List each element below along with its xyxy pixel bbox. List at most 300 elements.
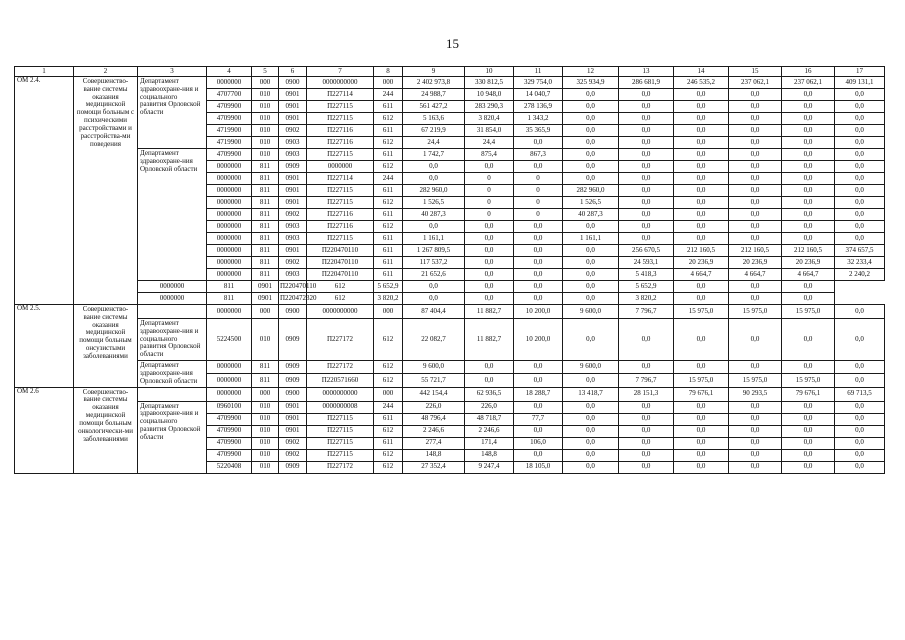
amount-cell: 0,0 xyxy=(514,401,563,413)
amount-cell: 0,0 xyxy=(782,197,835,209)
amount-cell: 0,0 xyxy=(729,319,782,361)
budget-code-cell: 0902 xyxy=(279,209,307,221)
budget-code-cell: 0000000 xyxy=(207,173,252,185)
amount-cell: 0,0 xyxy=(674,197,729,209)
amount-cell: 0,0 xyxy=(782,413,835,425)
amount-cell: 0,0 xyxy=(729,149,782,161)
amount-cell: 0,0 xyxy=(674,401,729,413)
budget-code-cell: 0000000 xyxy=(207,305,252,319)
column-number: 4 xyxy=(207,67,252,77)
amount-cell: 0,0 xyxy=(465,245,514,257)
executor-cell: Департамент здравоохране-ния и социального развития Орловской области xyxy=(138,401,207,473)
amount-cell: 11 882,7 xyxy=(465,319,514,361)
amount-cell: 0,0 xyxy=(674,185,729,197)
budget-code-cell: 0000000 xyxy=(207,361,252,374)
amount-cell: 18 105,0 xyxy=(514,461,563,473)
budget-code-cell: 0000000 xyxy=(207,161,252,173)
amount-cell: 0,0 xyxy=(782,221,835,233)
budget-code-cell: 0900 xyxy=(279,387,307,401)
amount-cell: 0,0 xyxy=(835,319,885,361)
budget-code-cell: 0900 xyxy=(279,77,307,89)
amount-cell: 48 796,4 xyxy=(403,413,465,425)
column-number: 14 xyxy=(674,67,729,77)
budget-code-cell: 811 xyxy=(207,281,252,293)
budget-code-cell: 611 xyxy=(374,233,403,245)
column-number: 11 xyxy=(514,67,563,77)
budget-code-cell: 0902 xyxy=(279,125,307,137)
amount-cell: 246 535,2 xyxy=(674,77,729,89)
budget-code-cell: П227172 xyxy=(307,319,374,361)
budget-code-cell: 000 xyxy=(252,387,279,401)
budget-code-cell: 612 xyxy=(307,293,374,305)
measure-name: Совершенство-вание системы оказания медицинской помощи больным с психическими расстройствами и расстройства-ми поведения xyxy=(74,77,138,305)
column-number: 17 xyxy=(835,67,885,77)
budget-code-cell: 0909 xyxy=(279,374,307,387)
amount-cell: 0,0 xyxy=(782,401,835,413)
budget-code-cell: 811 xyxy=(252,269,279,281)
amount-cell: 35 365,9 xyxy=(514,125,563,137)
amount-cell: 0,0 xyxy=(782,293,835,305)
amount-cell: 0,0 xyxy=(514,233,563,245)
budget-code-cell: П220470110 xyxy=(307,269,374,281)
budget-code-cell: 612 xyxy=(374,137,403,149)
budget-code-cell: 811 xyxy=(252,173,279,185)
amount-cell: 0,0 xyxy=(835,101,885,113)
column-number: 15 xyxy=(729,67,782,77)
amount-cell: 0,0 xyxy=(619,197,674,209)
amount-cell: 212 160,5 xyxy=(674,245,729,257)
amount-cell: 0,0 xyxy=(514,449,563,461)
amount-cell: 0,0 xyxy=(729,101,782,113)
amount-cell: 0,0 xyxy=(619,149,674,161)
amount-cell: 7 796,7 xyxy=(619,305,674,319)
column-number: 12 xyxy=(563,67,619,77)
budget-code-cell: 0000000 xyxy=(207,257,252,269)
amount-cell: 24,4 xyxy=(403,137,465,149)
budget-code-cell: 5224500 xyxy=(207,319,252,361)
amount-cell: 0,0 xyxy=(563,89,619,101)
amount-cell: 48 718,7 xyxy=(465,413,514,425)
amount-cell: 0,0 xyxy=(835,413,885,425)
amount-cell: 0,0 xyxy=(782,185,835,197)
budget-code-cell: 0900 xyxy=(279,305,307,319)
budget-code-cell: 0000000 xyxy=(207,197,252,209)
budget-code-cell: 0901 xyxy=(279,197,307,209)
amount-cell: 0,0 xyxy=(674,361,729,374)
table-row xyxy=(15,401,885,413)
amount-cell: 0,0 xyxy=(563,173,619,185)
amount-cell: 0,0 xyxy=(619,221,674,233)
amount-cell: 0,0 xyxy=(619,425,674,437)
measure-name: Совершенство-вание системы оказания медицинской помощи больным онкологически-ми заболеваниями xyxy=(74,387,138,473)
budget-code-cell: 0000000 xyxy=(207,221,252,233)
budget-code-cell: П227172 xyxy=(307,361,374,374)
amount-cell: 0,0 xyxy=(729,161,782,173)
amount-cell: 28 151,3 xyxy=(619,387,674,401)
amount-cell: 0,0 xyxy=(563,257,619,269)
amount-cell: 0,0 xyxy=(835,173,885,185)
amount-cell: 0,0 xyxy=(729,197,782,209)
budget-code-cell: 010 xyxy=(252,319,279,361)
amount-cell: 9 600,0 xyxy=(403,361,465,374)
amount-cell: 4 664,7 xyxy=(674,269,729,281)
amount-cell: 32 233,4 xyxy=(835,257,885,269)
amount-cell: 20 236,9 xyxy=(674,257,729,269)
column-number: 5 xyxy=(252,67,279,77)
budget-code-cell: 010 xyxy=(252,113,279,125)
budget-code-cell: 0909 xyxy=(279,361,307,374)
budget-code-cell: П227172 xyxy=(307,461,374,473)
amount-cell: 0,0 xyxy=(835,197,885,209)
amount-cell: 0,0 xyxy=(729,185,782,197)
amount-cell: 0,0 xyxy=(782,425,835,437)
budget-code-cell: 612 xyxy=(374,361,403,374)
column-number: 8 xyxy=(374,67,403,77)
amount-cell: 31 854,0 xyxy=(465,125,514,137)
amount-cell: 0,0 xyxy=(514,361,563,374)
amount-cell: 0,0 xyxy=(619,319,674,361)
budget-code-cell: 611 xyxy=(374,257,403,269)
executor-cell: Департамент здравоохране-ния Орловской области xyxy=(138,361,207,387)
amount-cell: 0,0 xyxy=(782,319,835,361)
amount-cell: 0,0 xyxy=(514,425,563,437)
budget-code-cell: 0903 xyxy=(279,149,307,161)
amount-cell: 0 xyxy=(514,197,563,209)
budget-code-cell: 612 xyxy=(374,113,403,125)
amount-cell: 0,0 xyxy=(729,361,782,374)
amount-cell: 13 418,7 xyxy=(563,387,619,401)
amount-cell: 0,0 xyxy=(563,113,619,125)
amount-cell: 3 820,2 xyxy=(374,293,403,305)
amount-cell: 282 960,0 xyxy=(403,185,465,197)
amount-cell: 2 246,6 xyxy=(465,425,514,437)
budget-code-cell: 0902 xyxy=(279,449,307,461)
amount-cell: 0,0 xyxy=(674,293,729,305)
amount-cell: 24 593,1 xyxy=(619,257,674,269)
budget-code-cell: 000 xyxy=(374,305,403,319)
amount-cell: 0,0 xyxy=(619,161,674,173)
amount-cell: 0,0 xyxy=(674,101,729,113)
budget-code-cell: 4707700 xyxy=(207,89,252,101)
budget-code-cell: 4709900 xyxy=(207,449,252,461)
budget-code-cell: 010 xyxy=(252,461,279,473)
budget-code-cell: 811 xyxy=(252,197,279,209)
amount-cell: 226,0 xyxy=(403,401,465,413)
amount-cell: 0,0 xyxy=(835,125,885,137)
amount-cell: 15 975,0 xyxy=(729,374,782,387)
budget-code-cell: 0902 xyxy=(279,437,307,449)
amount-cell: 0,0 xyxy=(835,305,885,319)
amount-cell: 0,0 xyxy=(563,281,619,293)
budget-code-cell: 0000000 xyxy=(307,161,374,173)
budget-code-cell: 612 xyxy=(374,449,403,461)
amount-cell: 0,0 xyxy=(619,413,674,425)
amount-cell: 0,0 xyxy=(619,113,674,125)
amount-cell: 0,0 xyxy=(835,185,885,197)
column-number: 1 xyxy=(15,67,74,77)
budget-code-cell: 811 xyxy=(252,361,279,374)
amount-cell: 0 xyxy=(465,209,514,221)
amount-cell: 0,0 xyxy=(729,437,782,449)
amount-cell: 0,0 xyxy=(514,245,563,257)
amount-cell: 0,0 xyxy=(782,125,835,137)
executor-cell: Департамент здравоохране-ния Орловской области xyxy=(138,149,207,281)
budget-code-cell: 611 xyxy=(374,125,403,137)
budget-code-cell: 4709900 xyxy=(207,437,252,449)
amount-cell: 561 427,2 xyxy=(403,101,465,113)
column-number: 7 xyxy=(307,67,374,77)
budget-code-cell: 0901 xyxy=(279,113,307,125)
amount-cell: 5 418,3 xyxy=(619,269,674,281)
amount-cell: 15 975,0 xyxy=(729,305,782,319)
amount-cell: 0,0 xyxy=(674,149,729,161)
amount-cell: 0,0 xyxy=(782,161,835,173)
amount-cell: 0,0 xyxy=(619,233,674,245)
amount-cell: 24 988,7 xyxy=(403,89,465,101)
budget-code-cell: 5220408 xyxy=(207,461,252,473)
budget-code-cell: 010 xyxy=(252,89,279,101)
amount-cell: 0,0 xyxy=(465,374,514,387)
budget-code-cell: 612 xyxy=(374,461,403,473)
amount-cell: 374 657,5 xyxy=(835,245,885,257)
budget-code-cell: 0909 xyxy=(279,461,307,473)
amount-cell: 0,0 xyxy=(782,173,835,185)
amount-cell: 0,0 xyxy=(563,319,619,361)
budget-code-cell: 0901 xyxy=(279,425,307,437)
amount-cell: 0,0 xyxy=(465,269,514,281)
budget-code-cell: 0000000 xyxy=(207,269,252,281)
budget-code-cell: П227115 xyxy=(307,185,374,197)
budget-code-cell: П227116 xyxy=(307,209,374,221)
table-row xyxy=(15,305,885,319)
budget-code-cell: 0902 xyxy=(279,257,307,269)
amount-cell: 277,4 xyxy=(403,437,465,449)
budget-code-cell: П227116 xyxy=(307,137,374,149)
budget-code-cell: 811 xyxy=(252,161,279,173)
amount-cell: 24,4 xyxy=(465,137,514,149)
budget-code-cell: 0000000 xyxy=(138,281,207,293)
amount-cell: 0 xyxy=(465,173,514,185)
budget-code-cell: 244 xyxy=(374,401,403,413)
amount-cell: 15 975,0 xyxy=(674,374,729,387)
amount-cell: 10 200,0 xyxy=(514,305,563,319)
budget-code-cell: 611 xyxy=(374,269,403,281)
amount-cell: 286 681,9 xyxy=(619,77,674,89)
amount-cell: 22 082,7 xyxy=(403,319,465,361)
budget-code-cell: 0903 xyxy=(279,221,307,233)
budget-code-cell: 0960100 xyxy=(207,401,252,413)
amount-cell: 0,0 xyxy=(835,361,885,374)
amount-cell: 0,0 xyxy=(514,269,563,281)
amount-cell: 0,0 xyxy=(674,137,729,149)
budget-code-cell: 612 xyxy=(374,197,403,209)
amount-cell: 20 236,9 xyxy=(782,257,835,269)
budget-code-cell: 0903 xyxy=(279,269,307,281)
amount-cell: 77,7 xyxy=(514,413,563,425)
amount-cell: 0,0 xyxy=(465,281,514,293)
budget-code-cell: 0901 xyxy=(252,281,279,293)
budget-code-cell: 000 xyxy=(374,77,403,89)
budget-code-cell: 0901 xyxy=(279,89,307,101)
amount-cell: 0,0 xyxy=(729,449,782,461)
budget-code-cell: 0903 xyxy=(279,137,307,149)
budget-code-cell: 811 xyxy=(252,185,279,197)
budget-code-cell: П227115 xyxy=(307,437,374,449)
amount-cell: 0,0 xyxy=(563,161,619,173)
budget-code-cell: 0000000 xyxy=(207,77,252,89)
amount-cell: 0,0 xyxy=(403,293,465,305)
amount-cell: 0,0 xyxy=(674,221,729,233)
budget-code-cell: 0000000 xyxy=(207,233,252,245)
budget-code-cell: 0000000000 xyxy=(307,387,374,401)
amount-cell: 0,0 xyxy=(674,113,729,125)
budget-code-cell: 611 xyxy=(374,437,403,449)
amount-cell: 0,0 xyxy=(619,185,674,197)
budget-code-cell: 244 xyxy=(374,173,403,185)
amount-cell: 329 754,0 xyxy=(514,77,563,89)
budget-code-cell: 0000000 xyxy=(207,374,252,387)
amount-cell: 0,0 xyxy=(729,413,782,425)
amount-cell: 9 600,0 xyxy=(563,305,619,319)
amount-cell: 0,0 xyxy=(403,173,465,185)
amount-cell: 148,8 xyxy=(403,449,465,461)
amount-cell: 0,0 xyxy=(514,221,563,233)
budget-code-cell: П220571660 xyxy=(307,374,374,387)
amount-cell: 0,0 xyxy=(563,437,619,449)
amount-cell: 0,0 xyxy=(465,233,514,245)
amount-cell: 1 526,5 xyxy=(563,197,619,209)
column-number: 13 xyxy=(619,67,674,77)
amount-cell: 2 246,6 xyxy=(403,425,465,437)
page-number: 15 xyxy=(446,36,459,51)
amount-cell: 171,4 xyxy=(465,437,514,449)
amount-cell: 0,0 xyxy=(782,461,835,473)
budget-code-cell: 0000000 xyxy=(207,387,252,401)
amount-cell: 0,0 xyxy=(563,221,619,233)
amount-cell: 2 402 973,8 xyxy=(403,77,465,89)
amount-cell: 0,0 xyxy=(674,461,729,473)
amount-cell: 87 404,4 xyxy=(403,305,465,319)
amount-cell: 4 664,7 xyxy=(729,269,782,281)
amount-cell: 0,0 xyxy=(465,257,514,269)
amount-cell: 1 526,5 xyxy=(403,197,465,209)
amount-cell: 9 600,0 xyxy=(563,361,619,374)
budget-code-cell: П227115 xyxy=(307,449,374,461)
amount-cell: 5 652,9 xyxy=(374,281,403,293)
amount-cell: 0,0 xyxy=(674,437,729,449)
amount-cell: 0 xyxy=(465,185,514,197)
amount-cell: 0,0 xyxy=(729,461,782,473)
amount-cell: 5 652,9 xyxy=(619,281,674,293)
budget-code-cell: 0000000 xyxy=(207,185,252,197)
budget-code-cell: П227115 xyxy=(307,197,374,209)
budget-code-cell: 611 xyxy=(374,101,403,113)
amount-cell: 0,0 xyxy=(729,425,782,437)
amount-cell: 212 160,5 xyxy=(729,245,782,257)
budget-code-cell: П227115 xyxy=(307,425,374,437)
amount-cell: 0,0 xyxy=(465,161,514,173)
amount-cell: 0,0 xyxy=(729,401,782,413)
budget-code-cell: 611 xyxy=(374,245,403,257)
amount-cell: 0,0 xyxy=(782,113,835,125)
amount-cell: 0,0 xyxy=(782,89,835,101)
amount-cell: 3 820,2 xyxy=(619,293,674,305)
amount-cell: 330 812,5 xyxy=(465,77,514,89)
amount-cell: 282 960,0 xyxy=(563,185,619,197)
budget-code-cell: 0901 xyxy=(252,293,279,305)
budget-code-cell: 010 xyxy=(252,149,279,161)
amount-cell: 0,0 xyxy=(835,113,885,125)
amount-cell: 10 200,0 xyxy=(514,319,563,361)
budget-code-cell: 010 xyxy=(252,425,279,437)
budget-code-cell: 0901 xyxy=(279,101,307,113)
budget-code-cell: 611 xyxy=(374,413,403,425)
amount-cell: 0,0 xyxy=(619,89,674,101)
amount-cell: 9 247,4 xyxy=(465,461,514,473)
amount-cell: 11 882,7 xyxy=(465,305,514,319)
budget-code-cell: 000 xyxy=(374,387,403,401)
amount-cell: 0,0 xyxy=(403,161,465,173)
amount-cell: 0,0 xyxy=(782,361,835,374)
amount-cell: 0,0 xyxy=(782,137,835,149)
amount-cell: 0,0 xyxy=(563,125,619,137)
budget-code-cell: П227116 xyxy=(307,221,374,233)
budget-table xyxy=(14,66,885,474)
budget-code-cell: 010 xyxy=(252,449,279,461)
amount-cell: 0,0 xyxy=(403,281,465,293)
budget-code-cell: 4709900 xyxy=(207,413,252,425)
amount-cell: 0,0 xyxy=(729,221,782,233)
budget-code-cell: 4709900 xyxy=(207,113,252,125)
amount-cell: 0,0 xyxy=(619,173,674,185)
budget-code-cell: 010 xyxy=(252,437,279,449)
amount-cell: 0,0 xyxy=(563,149,619,161)
budget-code-cell: П227115 xyxy=(307,413,374,425)
amount-cell: 0,0 xyxy=(729,281,782,293)
amount-cell: 3 820,4 xyxy=(465,113,514,125)
amount-cell: 278 136,9 xyxy=(514,101,563,113)
budget-code-cell: 4719900 xyxy=(207,137,252,149)
budget-code-cell: 4709900 xyxy=(207,149,252,161)
budget-code-cell: 0909 xyxy=(279,319,307,361)
amount-cell: 5 163,6 xyxy=(403,113,465,125)
amount-cell: 0,0 xyxy=(729,173,782,185)
amount-cell: 0,0 xyxy=(782,437,835,449)
executor-cell: Департамент здравоохране-ния и социального развития Орловской области xyxy=(138,77,207,149)
budget-code-cell: 244 xyxy=(374,89,403,101)
budget-code-cell: 000 xyxy=(252,305,279,319)
budget-code-cell: 0000000008 xyxy=(307,401,374,413)
amount-cell: 0,0 xyxy=(835,209,885,221)
amount-cell: 0,0 xyxy=(835,461,885,473)
amount-cell: 0,0 xyxy=(465,293,514,305)
amount-cell: 15 975,0 xyxy=(782,305,835,319)
amount-cell: 0,0 xyxy=(674,173,729,185)
measure-code: ОМ 2.4. xyxy=(15,77,74,305)
amount-cell: 0,0 xyxy=(619,101,674,113)
amount-cell: 79 676,1 xyxy=(782,387,835,401)
amount-cell: 0,0 xyxy=(619,361,674,374)
amount-cell: 237 062,1 xyxy=(729,77,782,89)
amount-cell: 0,0 xyxy=(835,401,885,413)
amount-cell: 0,0 xyxy=(514,137,563,149)
amount-cell: 283 290,3 xyxy=(465,101,514,113)
budget-code-cell: П227114 xyxy=(307,173,374,185)
amount-cell: 1 343,2 xyxy=(514,113,563,125)
amount-cell: 0,0 xyxy=(835,233,885,245)
column-number: 10 xyxy=(465,67,514,77)
amount-cell: 0,0 xyxy=(674,161,729,173)
